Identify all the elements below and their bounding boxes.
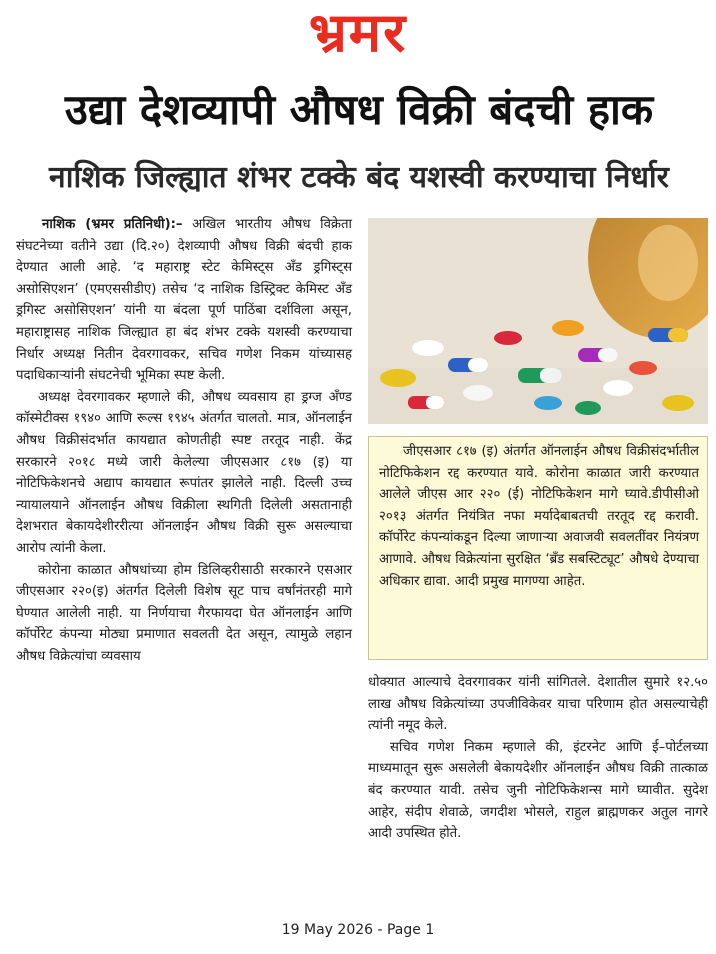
article-paragraph-1 [16, 214, 352, 387]
medicine-pills-photo [368, 218, 708, 424]
paragraph-1-text: अखिल भारतीय औषध विक्रेता संघटनेच्या वतीने उद्या (दि.२०) देशव्यापी औषध विक्री बंदची हाक देण्यात आली आहे. ‘द महाराष्ट्र स्टेट केमिस्ट्स अँड ड्रगिस्ट्स असोसिएशन’ (एमएससीडीए) तसेच ‘द नाशिक डिस्ट्रिक्ट केमिस्ट अँड ड्रगिस्ट असोसिएशन’ यांनी या बंदला पूर्ण पाठिंबा दर्शविला असून, महाराष्ट्रासह नाशिक जिल्ह्यात हा बंद शंभर टक्के यशस्वी करण्याचा निर्धार अध्यक्ष नितीन देवरगावकर, सचिव गणेश निकम यांच्यासह पदाधिकाऱ्यांनी संघटनेची भूमिका स्पष्ट केली. [16, 217, 352, 384]
masthead-title: भ्रमर [308, 1, 408, 64]
article-right-column [368, 672, 708, 845]
callout-text: जीएसआर ८१७ (इ) अंतर्गत ऑनलाईन औषध विक्रीसंदर्भातील नोटिफिकेशन रद्द करण्यात यावे. कोरोना काळात जारी करण्यात आलेले जीएस आर २२० (ई) नोटिफिकेशन मागे घ्यावे.डीपीसीओ २०१३ अंतर्गत नियंत्रित नफा मर्यादेबाबतची तरतूद रद्द करावी. कॉर्पोरेट कंपन्यांकडून दिल्या जाणाऱ्या अवाजवी सवलतींवर नियंत्रण आणावे. औषध विक्रेत्यांना सुरक्षित ‘ब्रँड सबस्टिट्यूट’ औषधे देण्याचा अधिकार द्यावा. आदी प्रमुख मागण्या आहेत. [379, 444, 699, 589]
article-paragraph-2: अध्यक्ष देवरगावकर म्हणाले की, औषध व्यवसाय हा ड्रग्ज अँण्ड कॉस्मेटीक्स १९४० आणि रूल्स १९४५ अंतर्गत चालतो. मात्र, ऑनलाईन औषध विक्रीसंदर्भात कायद्यात कोणतीही स्पष्ट तरतूद नाही. केंद्र सरकारने २०१८ मध्ये जारी केलेल्या जीएसआर ८१७ (इ) या नोटिफिकेशनचे अद्याप कायद्यात रूपांतर झालेले नाही. दिल्ली उच्च न्यायालयाने ऑनलाईन औषध विक्रीला स्थगिती दिलेली असतानाही देशभरात बेकायदेशीररीत्या ऑनलाईन औषध विक्री सुरू असल्याचा आरोप त्यांनी केला. [16, 389, 352, 556]
article-left-column [16, 214, 352, 667]
article-paragraph-5: सचिव गणेश निकम म्हणाले की, इंटरनेट आणि ई–पोर्टलच्या माध्यमातून सुरू असलेली बेकायदेशीर ऑनलाईन औषध विक्री तात्काळ बंद करण्यात यावी. तसेच जुनी नोटिफिकेशन्स मागे घ्यावीत. सुदेश आहेर, संदीप शेवाळे, जगदीश भोसले, राहुल ब्राह्मणकर अतुल नागरे आदी उपस्थित होते. [368, 739, 708, 842]
page-footer: 19 May 2026 - Page 1 [281, 922, 435, 938]
subheadline: नाशिक जिल्ह्यात शंभर टक्के बंद यशस्वी करण्याचा निर्धार [49, 160, 669, 195]
headline: उद्या देशव्यापी औषध विक्री बंदची हाक [64, 85, 654, 134]
masthead-logo [0, 0, 716, 70]
demands-callout-box [368, 436, 708, 660]
article-paragraph-3: कोरोना काळात औषधांच्या होम डिलिव्हरीसाठी सरकारने एसआर जीएसआर २२०(इ) अंतर्गत दिलेली विशेष सूट पाच वर्षांनंतरही मागे घेण्यात आलेली नाही. या निर्णयाचा गैरफायदा घेत ऑनलाईन आणि कॉर्पोरेट कंपन्या मोठ्या प्रमाणात सवलती देत असून, त्यामुळे लहान औषध विक्रेत्यांचा व्यवसाय [16, 562, 352, 664]
pills-illustration [368, 218, 708, 424]
dateline: नाशिक (भ्रमर प्रतिनिधी):– [42, 217, 183, 232]
article-paragraph-4: धोक्यात आल्याचे देवरगावकर यांनी सांगितले. देशातील सुमारे १२.५० लाख औषध विक्रेत्यांच्या उपजीविकेवर याचा परिणाम होत असल्याचेही त्यांनी नमूद केले. [368, 675, 708, 734]
